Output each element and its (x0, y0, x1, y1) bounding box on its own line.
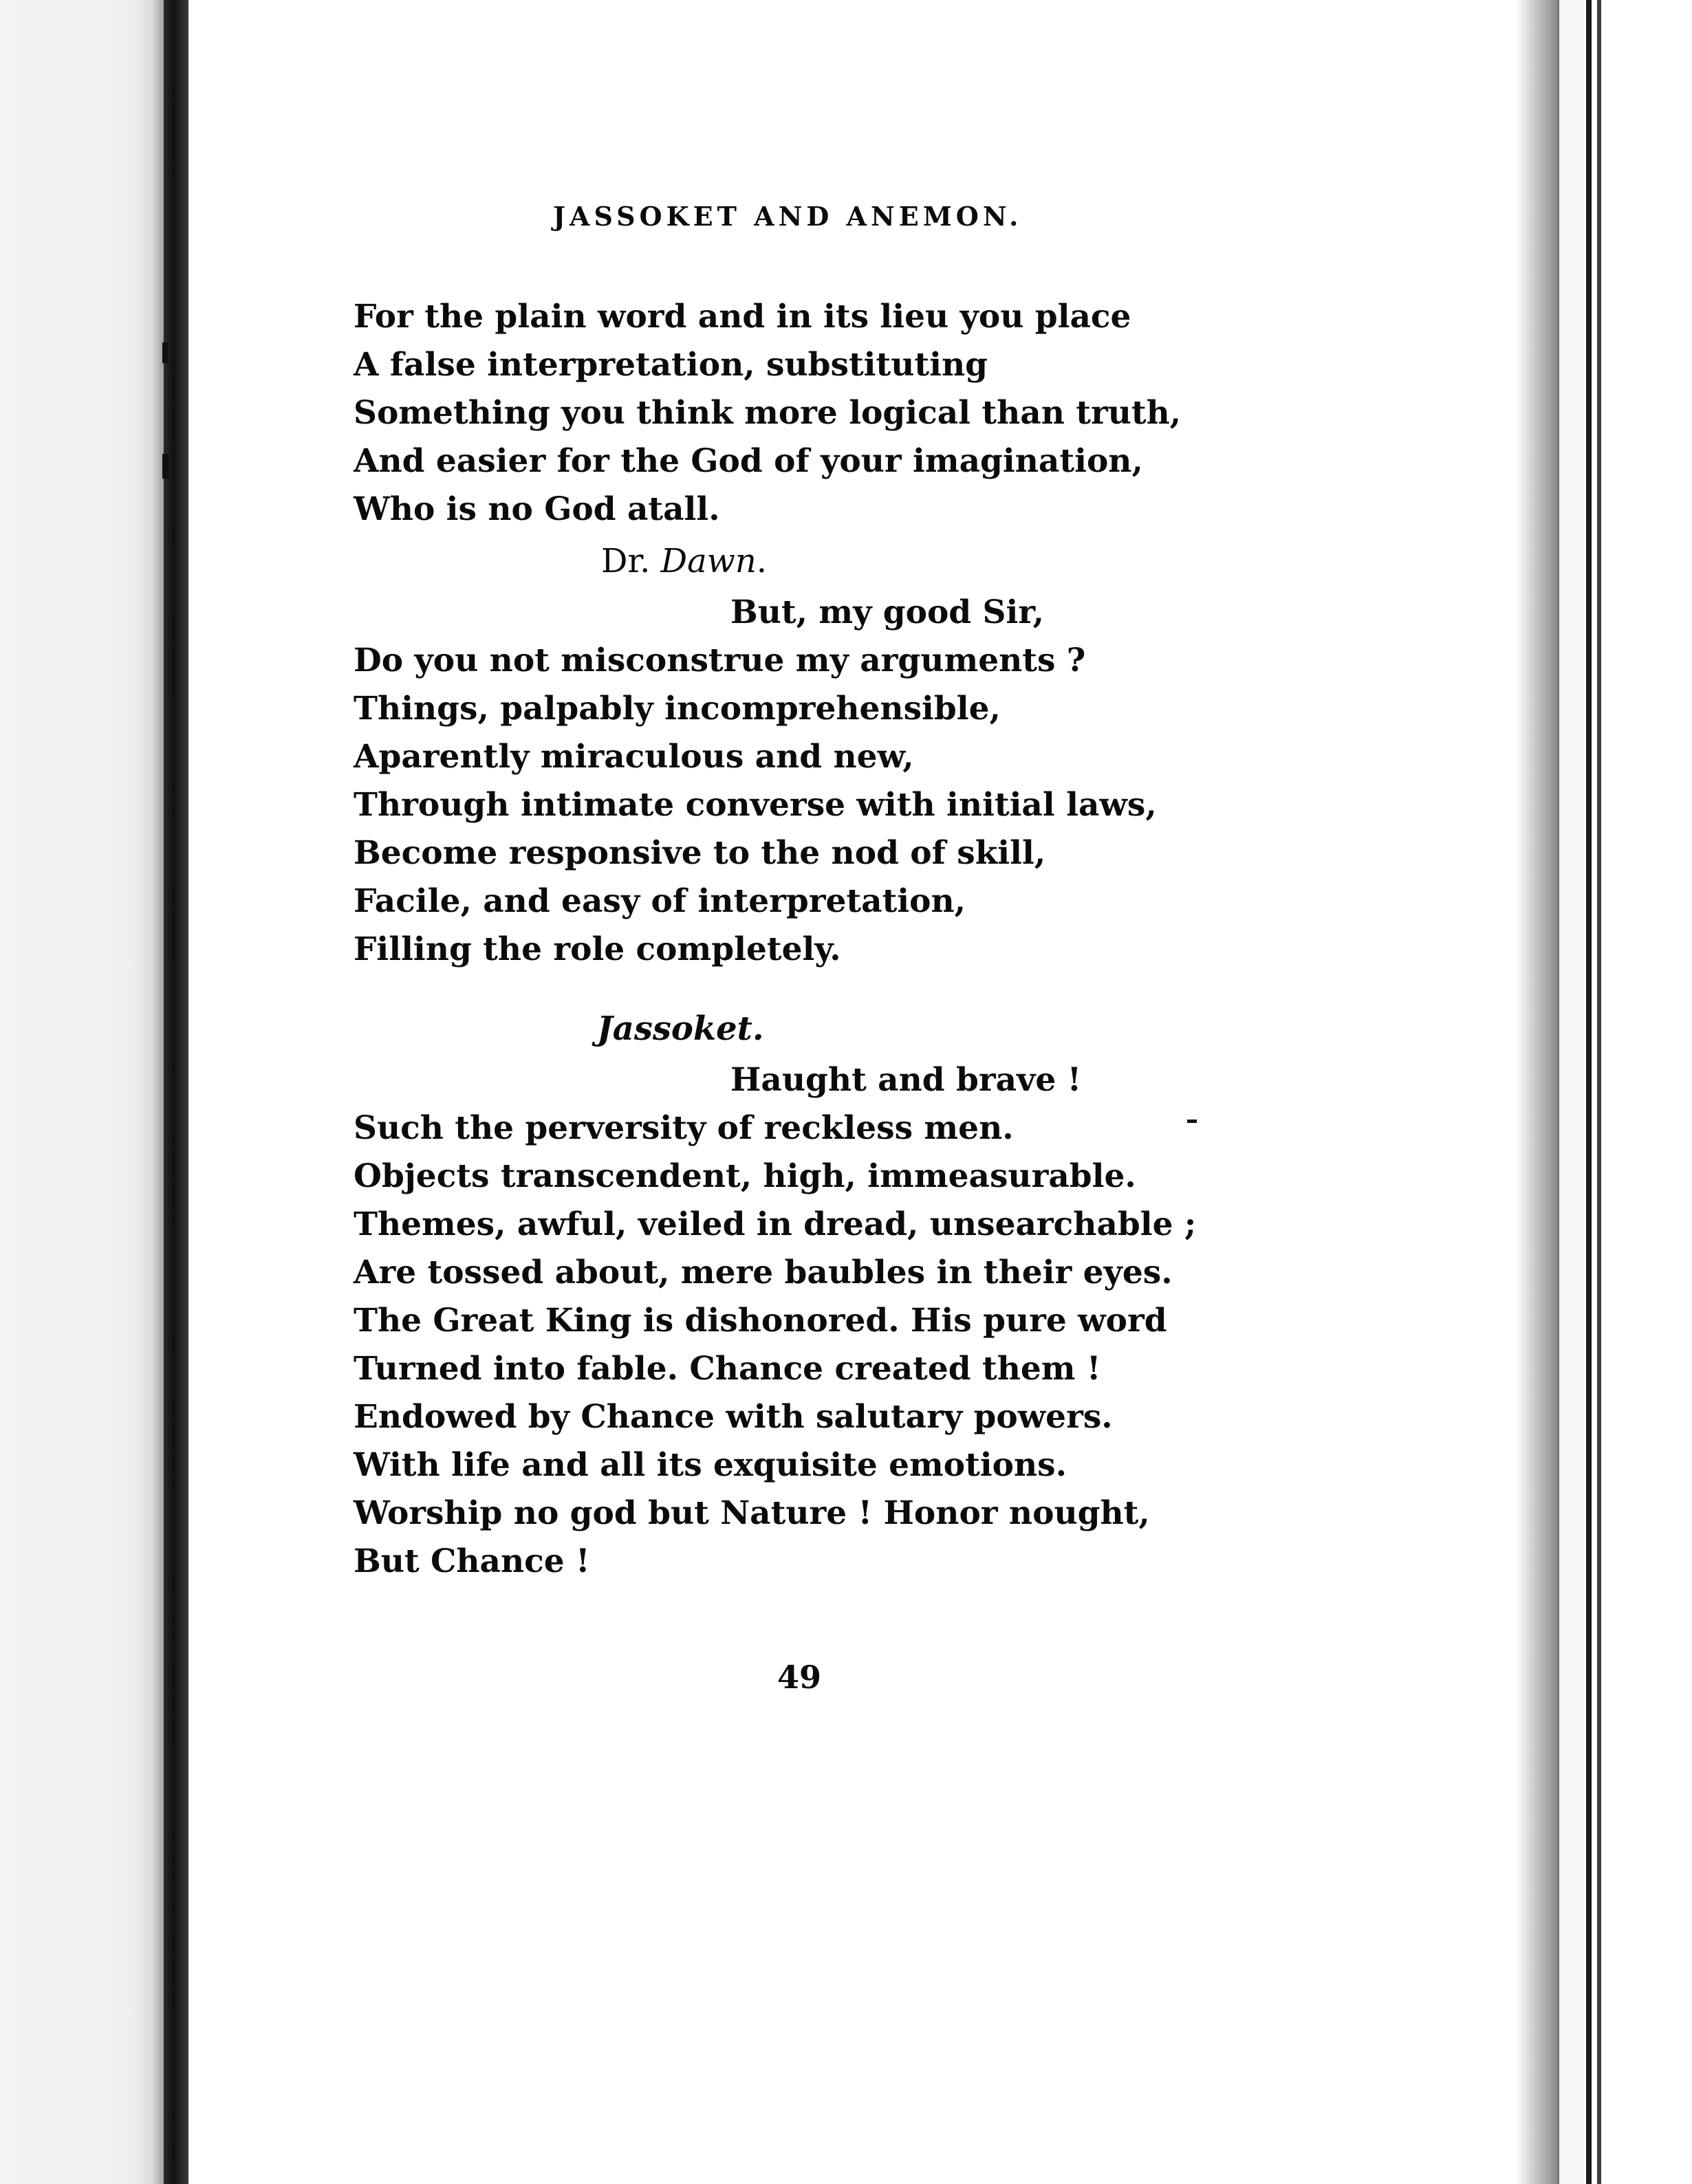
verse-line: Become responsive to the nod of skill, (354, 834, 1046, 872)
verse-line: Turned into fable. Chance created them ! (354, 1350, 1101, 1388)
verse-line: Endowed by Chance with salutary powers. (354, 1398, 1113, 1436)
verse-line: But, my good Sir, (730, 593, 1045, 631)
speaker-name-jassoket: Jassoket. (597, 1009, 764, 1048)
verse-line: Something you think more logical than truth, (354, 394, 1182, 432)
verse-line: Themes, awful, veiled in dread, unsearchable ; (354, 1205, 1197, 1243)
verse-line: Do you not misconstrue my arguments ? (354, 642, 1086, 679)
poem-body (354, 293, 1196, 1586)
verse-line: Such the perversity of reckless men. (354, 1109, 1014, 1147)
verse-line: Through intimate converse with initial laws, (354, 786, 1157, 824)
running-header: JASSOKET AND ANEMON. (553, 201, 1023, 232)
verse-line: Who is no God atall. (354, 490, 720, 528)
verse-line: For the plain word and in its lieu you place (354, 298, 1131, 336)
verse-line: A false interpretation, substituting (354, 346, 988, 384)
scan-border (1583, 0, 1692, 2184)
previous-page-edge (0, 0, 165, 2184)
margin-mark (162, 454, 169, 479)
verse-line: Filling the role completely. (354, 930, 841, 968)
verse-line: Aparently miraculous and new, (354, 738, 914, 776)
verse-line: Are tossed about, mere baubles in their eyes. (354, 1254, 1173, 1291)
verse-line: Haught and brave ! (730, 1061, 1082, 1099)
speaker-punct: . (756, 542, 768, 580)
page-edge-shadow (1516, 0, 1557, 2184)
verse-line: And easier for the God of your imagination, (354, 442, 1143, 480)
stanza-gap (354, 974, 1196, 1001)
page-number: 49 (777, 1659, 822, 1696)
speaker-name: Dawn (660, 542, 757, 580)
verse-line: The Great King is dishonored. His pure word (354, 1302, 1167, 1340)
verse-line: Objects transcendent, high, immeasurable. (354, 1157, 1136, 1195)
verse-line: Facile, and easy of interpretation, (354, 882, 966, 920)
verse-line: With life and all its exquisite emotions. (354, 1446, 1067, 1484)
book-gutter (164, 0, 188, 2184)
verse-line: Things, palpably incomprehensible, (354, 690, 1001, 728)
margin-mark (162, 342, 168, 363)
speaker-name-dawn (354, 534, 1196, 589)
speaker-title: Dr. (601, 542, 661, 580)
verse-line: Worship no god but Nature ! Honor nought, (354, 1494, 1150, 1532)
verse-line: But Chance ! (354, 1542, 590, 1580)
stacked-page-edge (1557, 0, 1585, 2184)
